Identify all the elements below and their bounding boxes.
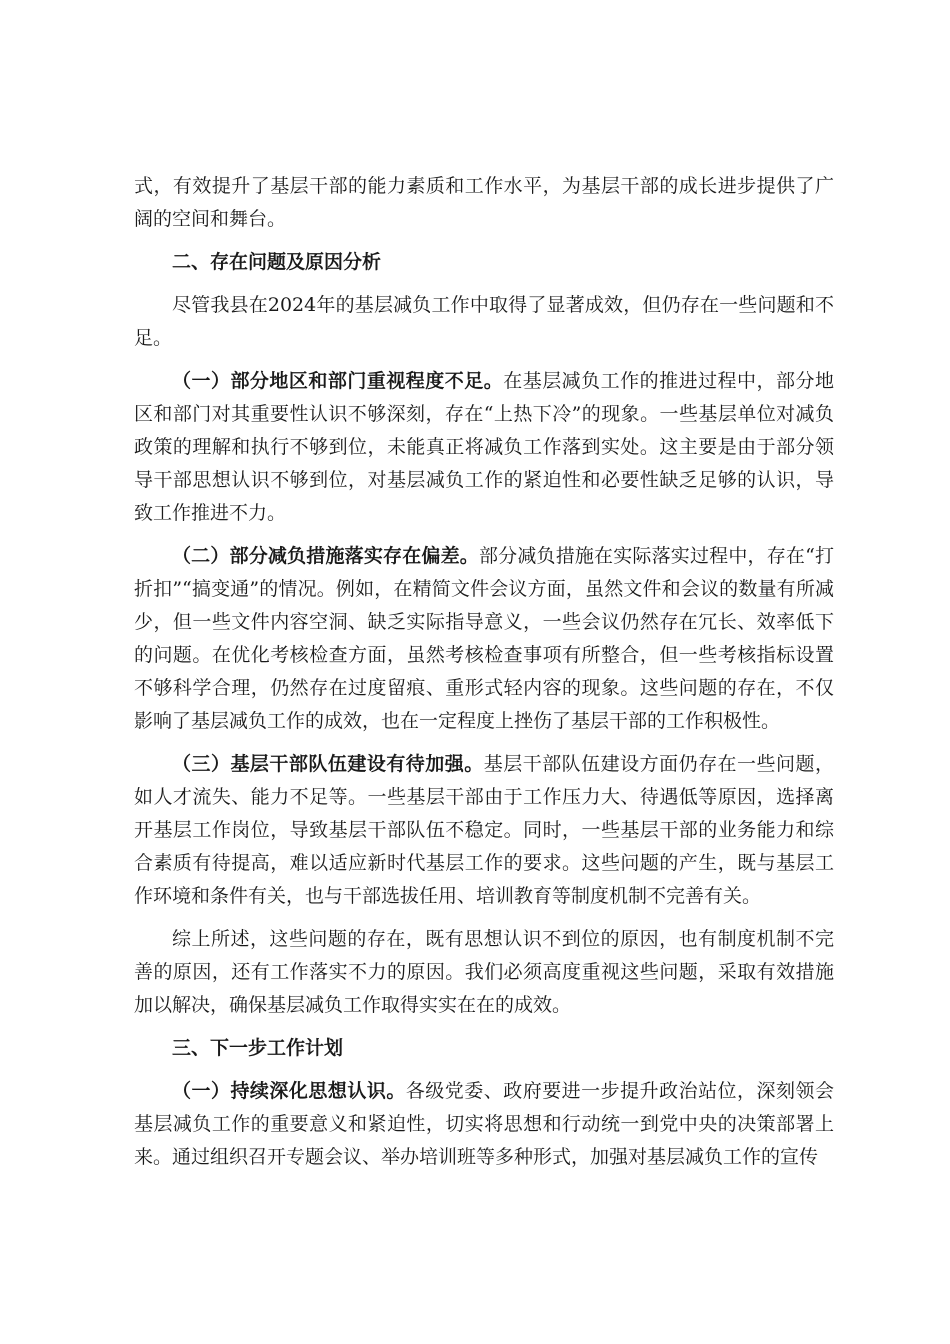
document-body xyxy=(134,170,834,1184)
section-heading-3: 三、下一步工作计划 xyxy=(172,1037,344,1059)
item-body-3: 基层干部队伍建设方面仍存在一些问题，如人才流失、能力不足等。一些基层干部由于工作压力大、待遇低等原因，选择离开基层工作岗位，导致基层干部队伍不稳定。同时，一些基层干部的业务能力和综合素质有待提高，难以适应新时代基层工作的要求。这些问题的产生，既与基层工作环境和条件有关，也与干部选拔任用、培训教育等制度机制不完善有关。 xyxy=(134,753,834,907)
paragraph-continued: 式，有效提升了基层干部的能力素质和工作水平，为基层干部的成长进步提供了广阔的空间和舞台。 xyxy=(134,175,834,230)
item-paragraph-2 xyxy=(134,540,834,738)
item-body-2: 部分减负措施在实际落实过程中，存在“打折扣”“搞变通”的情况。例如，在精简文件会议方面，虽然文件和会议的数量有所减少，但一些文件内容空洞、缺乏实际指导意义，一些会议仍然存在冗长、效率低下的问题。在优化考核检查方面，虽然考核检查事项有所整合，但一些考核指标设置不够科学合理，仍然存在过度留痕、重形式轻内容的现象。这些问题的存在，不仅影响了基层减负工作的成效，也在一定程度上挫伤了基层干部的工作积极性。 xyxy=(134,545,834,732)
item-paragraph-1 xyxy=(134,365,834,530)
item-lead-1: （一）部分地区和部门重视程度不足。 xyxy=(172,370,504,392)
item-lead-3: （三）基层干部队伍建设有待加强。 xyxy=(172,753,484,775)
item-body-4: 各级党委、政府要进一步提升政治站位，深刻领会基层减负工作的重要意义和紧迫性，切实将思想和行动统一到党中央的决策部署上来。通过组织召开专题会议、举办培训班等多种形式，加强对基层减负工作的宣传 xyxy=(134,1080,834,1168)
item-lead-4: （一）持续深化思想认识。 xyxy=(172,1080,406,1102)
paragraph-intro: 尽管我县在2024年的基层减负工作中取得了显著成效，但仍存在一些问题和不足。 xyxy=(134,294,834,349)
item-lead-2: （二）部分减负措施落实存在偏差。 xyxy=(172,545,479,567)
item-paragraph-4 xyxy=(134,1075,834,1174)
section-heading-2: 二、存在问题及原因分析 xyxy=(172,251,382,273)
item-paragraph-3 xyxy=(134,748,834,913)
paragraph-summary: 综上所述，这些问题的存在，既有思想认识不到位的原因，也有制度机制不完善的原因，还有工作落实不力的原因。我们必须高度重视这些问题，采取有效措施加以解决，确保基层减负工作取得实实在在的成效。 xyxy=(134,928,834,1016)
item-body-1: 在基层减负工作的推进过程中，部分地区和部门对其重要性认识不够深刻，存在“上热下冷”的现象。一些基层单位对减负政策的理解和执行不够到位，未能真正将减负工作落到实处。这主要是由于部分领导干部思想认识不够到位，对基层减负工作的紧迫性和必要性缺乏足够的认识，导致工作推进不力。 xyxy=(134,370,834,524)
